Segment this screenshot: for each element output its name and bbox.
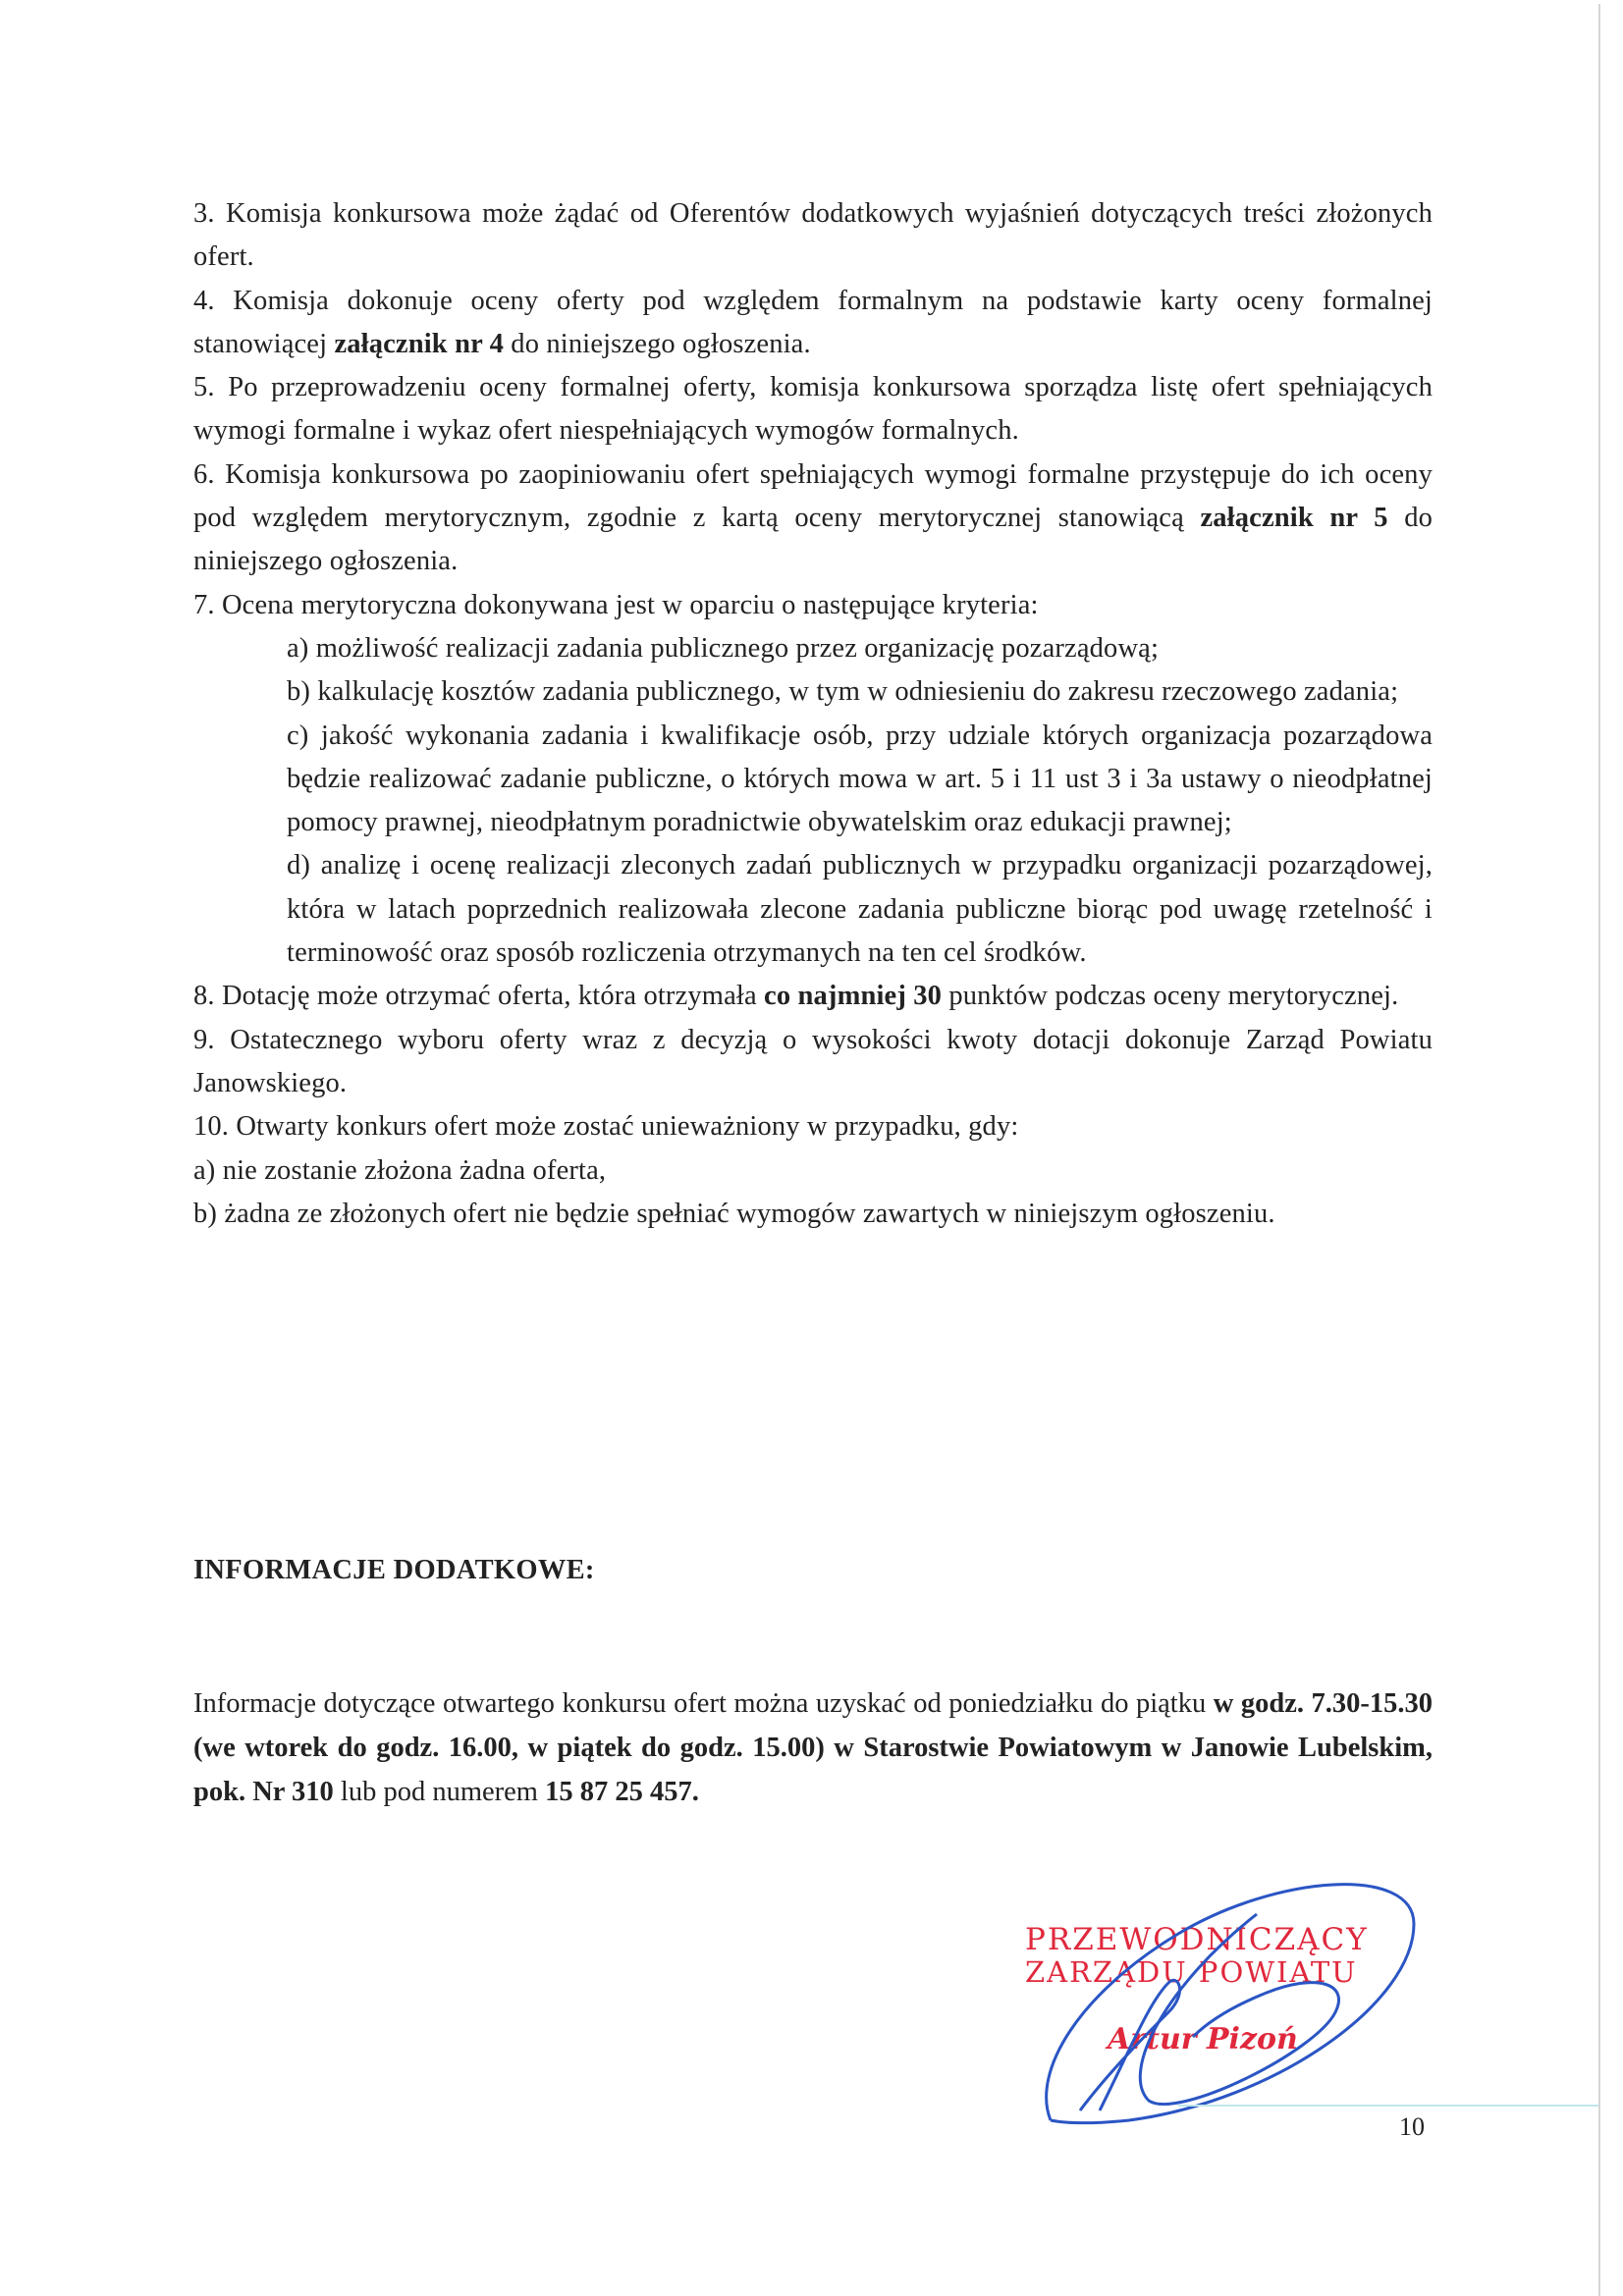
criterion-a: a) możliwość realizacji zadania publicznego przez organizację pozarządową; [287, 632, 1160, 664]
additional-info-heading: INFORMACJE DODATKOWE: [193, 1555, 595, 1585]
paragraph-9: 9. Ostatecznego wyboru oferty wraz z decyzją o wysokości kwoty dotacji dokonuje Zarząd Powiatu Janowskiego. [193, 1024, 1433, 1098]
paragraph-4-text-end: do niniejszego ogłoszenia. [504, 328, 811, 359]
phone-number: 15 87 25 457. [545, 1776, 699, 1807]
stamp-title: PRZEWODNICZĄCY [1025, 1922, 1369, 1957]
condition-b: b) żadna ze złożonych ofert nie będzie spełniać wymogów zawartych w niniejszym ogłoszeniu. [193, 1198, 1275, 1229]
criterion-c: c) jakość wykonania zadania i kwalifikacje osób, przy udziale których organizacja pozarządowa będzie realizować zadanie publiczne, o których mowa w art. 5 i 11 ust 3 i 3a ustawy o nieodpłatnej pomocy prawnej, nieodpłatnym poradnictwie obywatelskim oraz edukacji prawnej; [287, 720, 1433, 838]
paragraph-6 [193, 454, 1433, 584]
paragraph-3: 3. Komisja konkursowa może żądać od Oferentów dodatkowych wyjaśnień dotyczących treści złożonych ofert. [193, 198, 1433, 273]
handwritten-signature [1021, 1875, 1453, 2130]
info-text-start: Informacje dotyczące otwartego konkursu ofert można uzyskać od poniedziałku do piątku [193, 1687, 1214, 1719]
paragraph-8-text: 8. Dotację może otrzymać oferta, która otrzymała [193, 981, 765, 1012]
paragraph-6-text-end: do niniejszego ogłoszenia. [193, 503, 1434, 577]
stamp-name: Artur Pizoń [1108, 2022, 1298, 2056]
stamp-office: ZARZĄDU POWIATU [1025, 1955, 1358, 1989]
office-hours-location: w godz. 7.30-15.30 (we wtorek do godz. 16.00, w piątek do godz. 15.00) w Starostwie Powiatowym w Janowie Lubelskim, pok. Nr 310 [193, 1687, 1433, 1807]
paragraph-4-text: 4. Komisja dokonuje oceny oferty pod względem formalnym na podstawie karty oceny formalnej stanowiącej [193, 285, 1433, 359]
paragraph-6-text: 6. Komisja konkursowa po zaopiniowaniu ofert spełniających wymogi formalne przystępuje do ich oceny pod względem merytorycznym, zgodnie z kartą oceny merytorycznej stanowiącą [193, 458, 1433, 534]
info-text-mid: lub pod numerem [333, 1776, 546, 1807]
attachment-5-reference: załącznik nr 5 [1200, 503, 1388, 534]
criterion-b: b) kalkulację kosztów zadania publicznego, w tym w odniesieniu do zakresu rzeczowego zadania; [287, 676, 1399, 708]
paragraph-4 [193, 280, 1433, 367]
criterion-d: d) analizę i ocenę realizacji zleconych zadań publicznych w przypadku organizacji pozarządowej, która w latach poprzednich realizowała zlecone zadania publiczne biorąc pod uwagę rzetelność i terminowość oraz sposób rozliczenia otrzymanych na ten cel środków. [287, 850, 1433, 969]
paragraph-8 [193, 975, 1433, 1018]
page-edge-line [1598, 4, 1600, 2296]
footer-rule [1178, 2105, 1598, 2107]
page-number: 10 [1399, 2112, 1425, 2141]
paragraph-5: 5. Po przeprowadzeniu oceny formalnej oferty, komisja konkursowa sporządza listę ofert spełniających wymogi formalne i wykaz ofert niespełniających wymogów formalnych. [193, 372, 1433, 447]
condition-a: a) nie zostanie złożona żadna oferta, [193, 1154, 607, 1186]
attachment-4-reference: załącznik nr 4 [334, 328, 505, 359]
minimum-points: co najmniej 30 [764, 981, 943, 1012]
paragraph-8-text-end: punktów podczas oceny merytorycznej. [942, 981, 1399, 1012]
paragraph-7: 7. Ocena merytoryczna dokonywana jest w oparciu o następujące kryteria: [193, 589, 1039, 620]
paragraph-10: 10. Otwarty konkurs ofert może zostać unieważniony w przypadku, gdy: [193, 1111, 1019, 1143]
document-body [193, 192, 1433, 1236]
additional-info-text [193, 1682, 1433, 1814]
